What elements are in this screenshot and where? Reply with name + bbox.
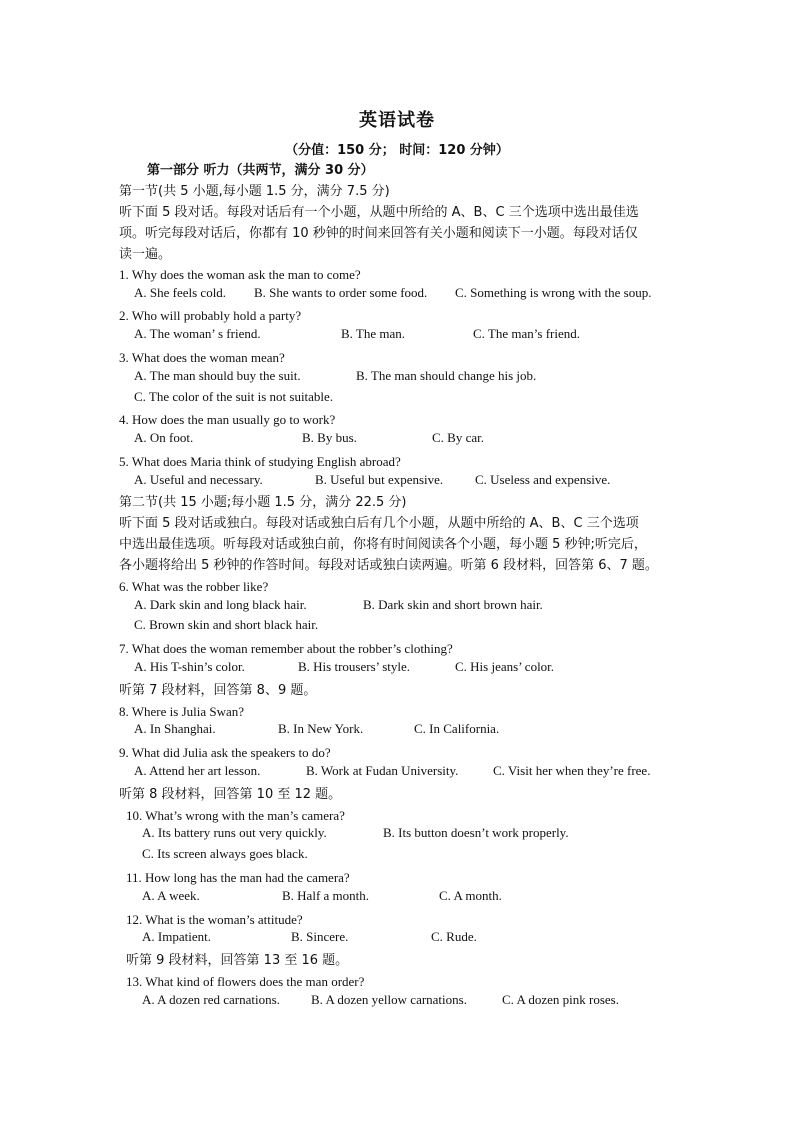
question-3: 3. What does the woman mean? (119, 350, 285, 365)
q9-option-c: C. Visit her when they’re free. (493, 763, 651, 778)
section-one-instruction-line: 读一遍。 (119, 247, 172, 262)
page-title: 英语试卷 (359, 110, 435, 131)
q4-option-c: C. By car. (432, 430, 484, 445)
q13-option-a: A. A dozen red carnations. (142, 992, 280, 1007)
section-one-heading: 第一节(共 5 小题,每小题 1.5 分，满分 7.5 分) (119, 184, 390, 199)
q2-option-a: A. The woman’ s friend. (134, 326, 261, 341)
question-2: 2. Who will probably hold a party? (119, 308, 302, 323)
q8-option-b: B. In New York. (278, 721, 364, 736)
question-13: 13. What kind of flowers does the man order? (126, 974, 365, 989)
q8-option-a: A. In Shanghai. (134, 721, 216, 736)
q3-option-b: B. The man should change his job. (356, 368, 537, 383)
q1-option-b: B. She wants to order some food. (254, 285, 428, 300)
q11-option-b: B. Half a month. (282, 888, 370, 903)
section-one-instruction-line: 听下面 5 段对话。每段对话后有一个小题，从题中所给的 A、B、C 三个选项中选出最佳选 (119, 205, 639, 220)
q5-option-c: C. Useless and expensive. (475, 472, 611, 487)
q7-option-a: A. His T-shin’s color. (134, 659, 245, 674)
q9-option-b: B. Work at Fudan University. (306, 763, 459, 778)
section-one-instruction-line: 项。听完每段对话后，你都有 10 秒钟的时间来回答有关小题和阅读下一小题。每段对话仅 (119, 226, 638, 241)
q6-option-c: C. Brown skin and short black hair. (134, 617, 319, 632)
q12-option-a: A. Impatient. (142, 929, 211, 944)
section-two-heading: 第二节(共 15 小题;每小题 1.5 分，满分 22.5 分) (119, 495, 407, 510)
question-11: 11. How long has the man had the camera? (126, 870, 350, 885)
q6-option-b: B. Dark skin and short brown hair. (363, 597, 543, 612)
score-time-info: （分值：150 分； 时间：120 分钟） (285, 143, 509, 158)
question-1: 1. Why does the woman ask the man to come? (119, 267, 361, 282)
question-12: 12. What is the woman’s attitude? (126, 912, 303, 927)
question-5: 5. What does Maria think of studying English abroad? (119, 454, 401, 469)
material-8-instruction: 听第 8 段材料，回答第 10 至 12 题。 (119, 787, 342, 802)
question-4: 4. How does the man usually go to work? (119, 412, 336, 427)
q12-option-b: B. Sincere. (291, 929, 349, 944)
q7-option-c: C. His jeans’ color. (455, 659, 555, 674)
question-6: 6. What was the robber like? (119, 579, 269, 594)
q10-option-c: C. Its screen always goes black. (142, 846, 308, 861)
q12-option-c: C. Rude. (431, 929, 477, 944)
q4-option-a: A. On foot. (134, 430, 194, 445)
q10-option-b: B. Its button doesn’t work properly. (383, 825, 569, 840)
q3-option-c: C. The color of the suit is not suitable. (134, 389, 334, 404)
q5-option-a: A. Useful and necessary. (134, 472, 263, 487)
q6-option-a: A. Dark skin and long black hair. (134, 597, 307, 612)
q4-option-b: B. By bus. (302, 430, 357, 445)
q8-option-c: C. In California. (414, 721, 500, 736)
q2-option-b: B. The man. (341, 326, 406, 341)
q11-option-a: A. A week. (142, 888, 200, 903)
material-9-instruction: 听第 9 段材料，回答第 13 至 16 题。 (126, 953, 349, 968)
q3-option-a: A. The man should buy the suit. (134, 368, 301, 383)
question-8: 8. Where is Julia Swan? (119, 704, 245, 719)
q11-option-c: C. A month. (439, 888, 502, 903)
q2-option-c: C. The man’s friend. (473, 326, 580, 341)
section-two-instruction-line: 中选出最佳选项。听每段对话或独白前，你将有时间阅读各个小题，每小题 5 秒钟;听完后， (119, 537, 647, 552)
material-7-instruction: 听第 7 段材料，回答第 8、9 题。 (119, 683, 317, 698)
section-two-instruction-line: 各小题将给出 5 秒钟的作答时间。每段对话或独白读两遍。听第 6 段材料，回答第 6、7 题。 (119, 558, 658, 573)
q7-option-b: B. His trousers’ style. (298, 659, 411, 674)
q13-option-c: C. A dozen pink roses. (502, 992, 619, 1007)
q13-option-b: B. A dozen yellow carnations. (311, 992, 467, 1007)
question-10: 10. What’s wrong with the man’s camera? (126, 808, 345, 823)
q9-option-a: A. Attend her art lesson. (134, 763, 261, 778)
q1-option-c: C. Something is wrong with the soup. (455, 285, 652, 300)
q5-option-b: B. Useful but expensive. (315, 472, 444, 487)
q10-option-a: A. Its battery runs out very quickly. (142, 825, 327, 840)
part-one-heading: 第一部分 听力（共两节，满分 30 分） (147, 163, 374, 178)
q1-option-a: A. She feels cold. (134, 285, 227, 300)
section-two-instruction-line: 听下面 5 段对话或独白。每段对话或独白后有几个小题，从题中所给的 A、B、C 三个选项 (119, 516, 639, 531)
question-7: 7. What does the woman remember about the robber’s clothing? (119, 641, 453, 656)
question-9: 9. What did Julia ask the speakers to do? (119, 745, 331, 760)
